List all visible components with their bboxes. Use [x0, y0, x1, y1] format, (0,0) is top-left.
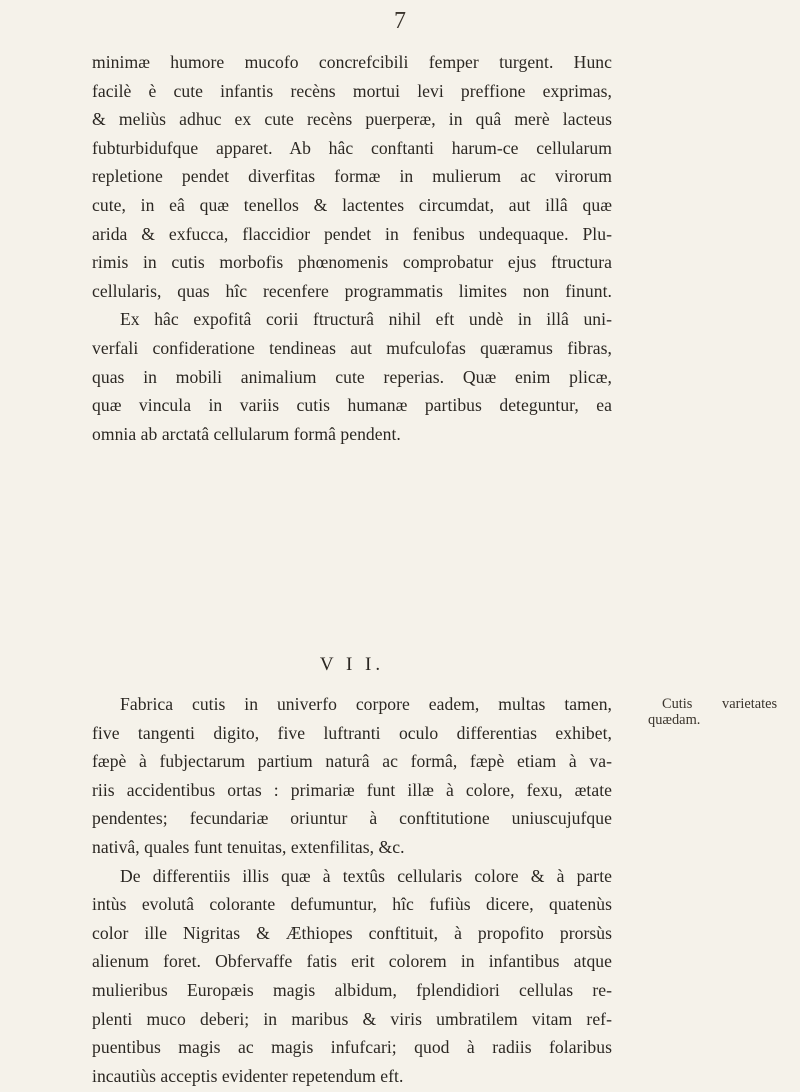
text-line: cute, in eâ quæ tenellos & lactentes circumdat, aut illâ quæ [92, 194, 612, 215]
text-line: fubturbidufque apparet. Ab hâc conftanti harum-ce cellularum [92, 137, 612, 158]
text-line: five tangenti digito, five luftranti oculo differentias exhibet, [92, 722, 612, 743]
page-number: 7 [394, 8, 406, 34]
text-line: alienum foret. Obfervaffe fatis erit colorem in infantibus atque [92, 951, 612, 972]
text-line: riis accidentibus ortas : primariæ funt illæ à colore, fexu, ætate [92, 779, 612, 800]
margin-note-cutis: Cutis [662, 696, 693, 712]
text-line: & meliùs adhuc ex cute recèns puerperæ, in quâ merè lacteus [92, 109, 612, 130]
paragraph-2 [92, 690, 612, 1090]
text-line: color ille Nigritas & Æthiopes conftituit, à propofito prorsùs [92, 922, 612, 943]
margin-note-quaedam: quædam. [648, 712, 701, 728]
text-line: cellularis, quas hîc recenfere programmatis limites non finunt. [92, 280, 612, 301]
text-line: De differentiis illis quæ à textûs cellularis colore & à parte [120, 865, 612, 886]
text-line: facilè è cute infantis recèns mortui levi preffione exprimas, [92, 80, 612, 101]
text-line: pendentes; fecundariæ oriuntur à conftitutione uniuscujufque [92, 808, 612, 829]
margin-note-varietates: varietates [722, 696, 778, 712]
text-line: minimæ humore mucofo concrefcibili femper turgent. Hunc [92, 52, 612, 72]
text-line: quæ vincula in variis cutis humanæ partibus deteguntur, ea [92, 395, 612, 416]
text-line: nativâ, quales funt tenuitas, extenfilitas, &c. [92, 836, 405, 857]
paragraph-1 [92, 48, 612, 448]
text-line: quas in mobili animalium cute reperias. Quæ enim plicæ, [92, 366, 612, 387]
text-line: repletione pendet diverfitas formæ in mulierum ac virorum [92, 166, 612, 187]
text-line: arida & exfucca, flaccidior pendet in fenibus undequaque. Plu- [92, 223, 612, 244]
text-line: incautiùs acceptis evidenter repetendum eft. [92, 1065, 404, 1086]
text-line: mulieribus Europæis magis albidum, fplendidiori cellulas re- [92, 979, 612, 1000]
text-line: Fabrica cutis in univerfo corpore eadem, multas tamen, [120, 694, 612, 714]
text-line: plenti muco deberi; in maribus & viris umbratilem vitam ref- [92, 1008, 612, 1029]
text-line: verfali confideratione tendineas aut mufculofas quæramus fibras, [92, 337, 612, 358]
text-line: omnia ab arctatâ cellularum formâ pendent. [92, 423, 401, 444]
text-line: fæpè à fubjectarum partium naturâ ac formâ, fæpè etiam à va- [92, 751, 612, 772]
text-line: rimis in cutis morbofis phœnomenis comprobatur ejus ftructura [92, 252, 612, 273]
text-line: puentibus magis ac magis infufcari; quod à radiis folaribus [92, 1037, 612, 1058]
text-line: intùs evolutâ colorante defumuntur, hîc fufiùs dicere, quatenùs [92, 894, 612, 915]
section-heading: V I I. [319, 654, 385, 675]
text-line: Ex hâc expofitâ corii ftructurâ nihil eft undè in illâ uni- [120, 309, 612, 330]
